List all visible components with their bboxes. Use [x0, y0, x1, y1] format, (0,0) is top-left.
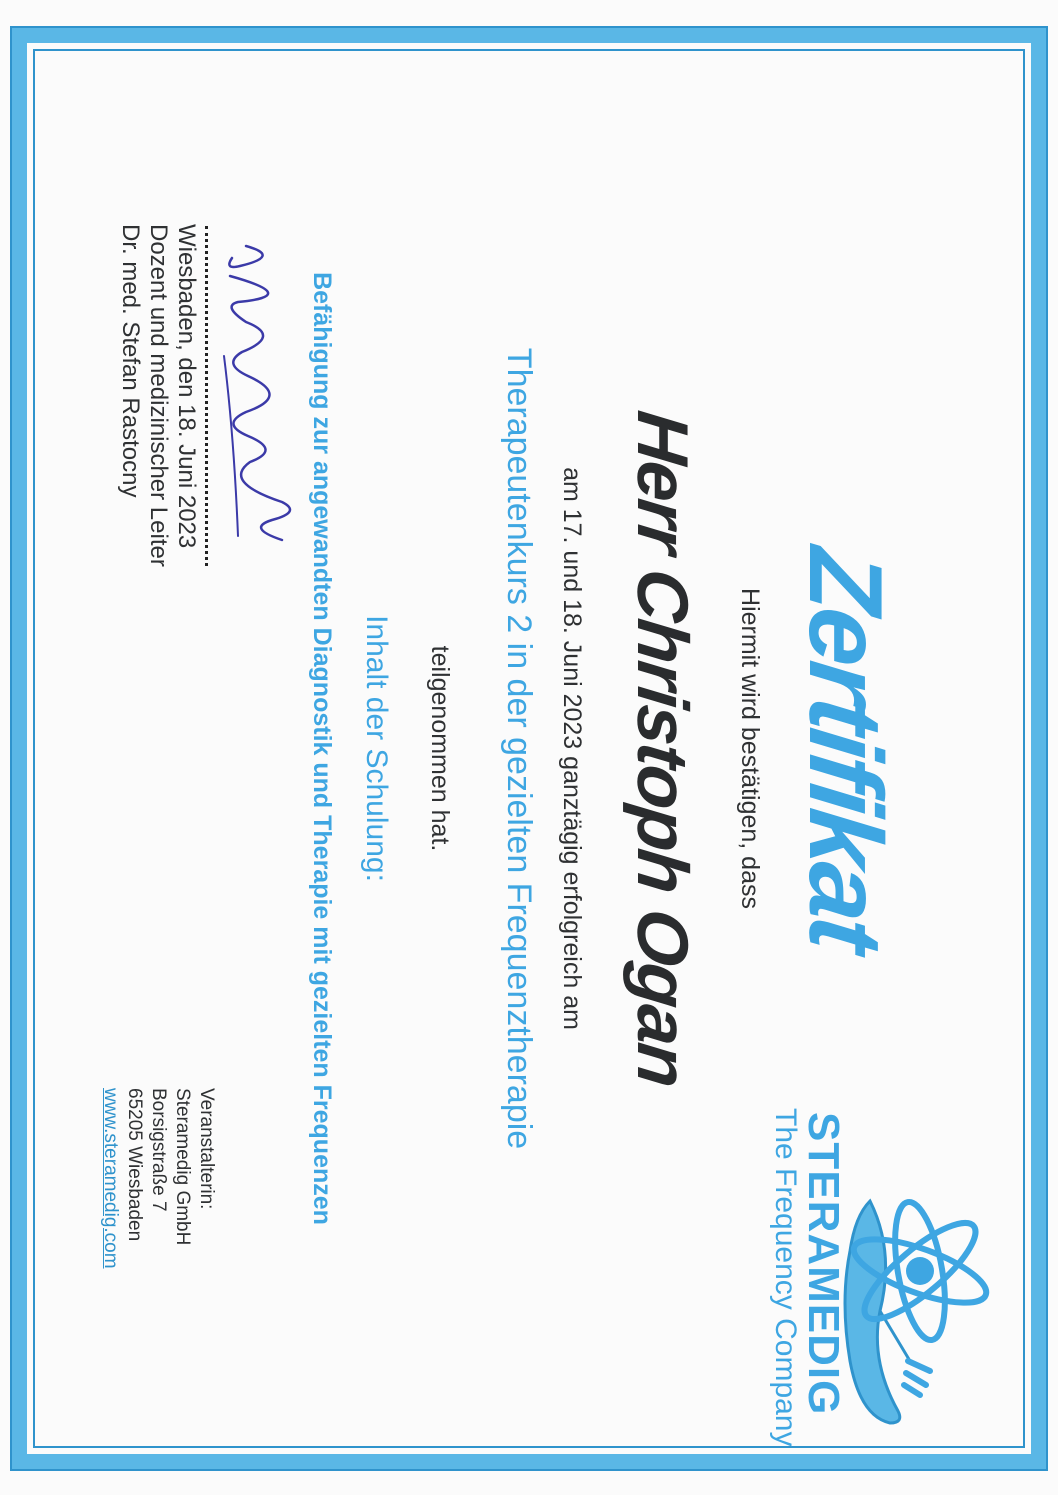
- content-heading: Inhalt der Schulung:: [360, 615, 393, 882]
- signature-block: [116, 224, 200, 567]
- handwritten-signature: [212, 236, 342, 566]
- organizer-block: [98, 1088, 218, 1269]
- course-name: Therapeutenkurs 2 in der gezielten Frequenztherapie: [500, 347, 538, 1150]
- organizer-street: Borsigstraße 7: [148, 1088, 169, 1212]
- organizer-company: Steramedig GmbH: [172, 1088, 193, 1246]
- date-line: am 17. und 18. Juni 2023 ganztägig erfolgreich am: [558, 467, 586, 1030]
- signature-place-date: Wiesbaden, den 18. Juni 2023: [173, 224, 200, 549]
- steramedig-logo-icon: [830, 1161, 990, 1441]
- organizer-website-link[interactable]: www.steramedig.com: [100, 1088, 121, 1269]
- certificate-content: [10, 26, 1048, 1471]
- completion-text: teilgenommen hat.: [426, 645, 454, 852]
- certificate-title: Zertifikat: [787, 542, 903, 955]
- organizer-city: 65205 Wiesbaden: [124, 1088, 145, 1242]
- intro-text: Hiermit wird bestätigen, dass: [736, 588, 764, 909]
- signature-role: Dozent und medizinischer Leiter: [145, 224, 172, 567]
- signature-name: Dr. med. Stefan Rastocny: [117, 224, 144, 498]
- signature-line: [205, 226, 208, 566]
- recipient-name: Herr Christoph Ogan: [622, 407, 702, 1090]
- content-text: Befähigung zur angewandten Diagnostik und Therapie mit gezielten Frequenzen: [308, 272, 336, 1225]
- brand-name: STERAMEDIG: [799, 1112, 848, 1416]
- brand-tagline: The Frequency Company: [769, 1108, 802, 1447]
- organizer-label: Veranstalterin:: [196, 1088, 217, 1210]
